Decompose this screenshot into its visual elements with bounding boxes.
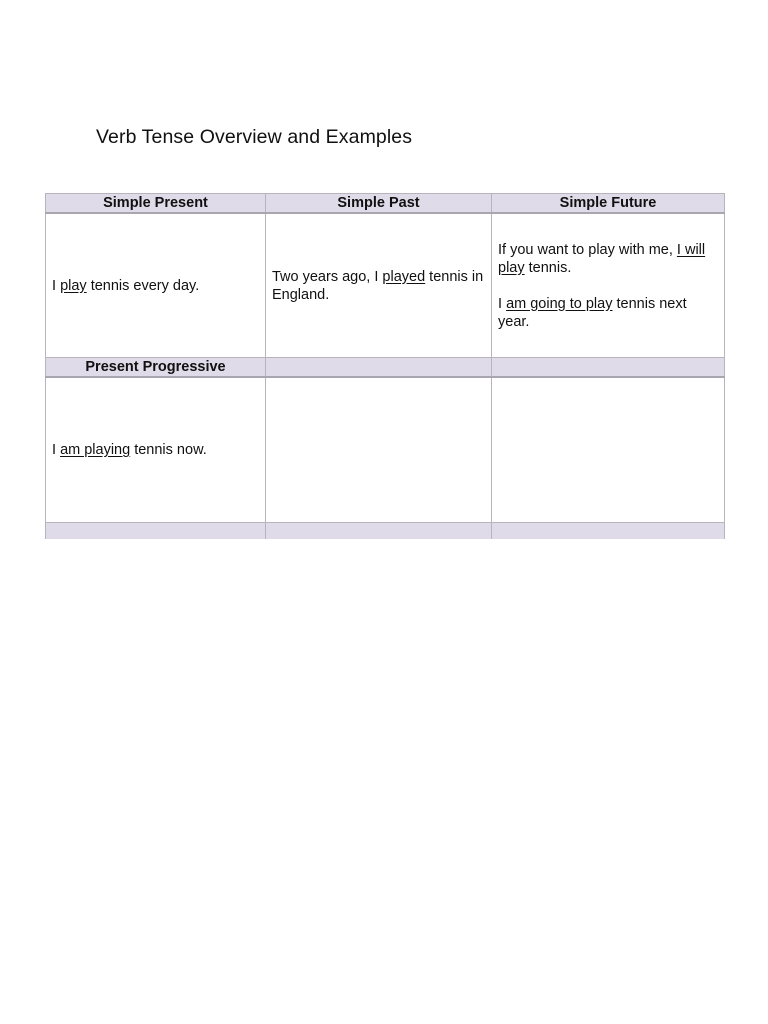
cell-simple-future — [492, 213, 725, 358]
cell-empty — [492, 377, 725, 523]
header-simple-present: Simple Present — [46, 194, 266, 214]
page-title: Verb Tense Overview and Examples — [96, 126, 413, 148]
verb-tense-table — [45, 193, 725, 539]
header-empty — [266, 358, 492, 378]
cell-simple-past — [266, 213, 492, 358]
text: tennis in England. — [272, 268, 484, 303]
header-simple-future: Simple Future — [492, 194, 725, 214]
text: I — [52, 442, 61, 458]
underlined-verb: am going to play — [506, 295, 613, 312]
text: I — [498, 295, 507, 312]
example-row-2 — [46, 377, 725, 523]
future-example-1 — [498, 241, 718, 277]
cell-empty — [266, 377, 492, 523]
header-empty — [266, 523, 492, 540]
text: tennis next year. — [498, 295, 687, 330]
cell-simple-present — [46, 213, 266, 358]
header-empty — [492, 358, 725, 378]
underlined-verb: am playing — [60, 442, 131, 458]
text: Two years ago, I — [272, 268, 383, 285]
header-empty — [492, 523, 725, 540]
header-row — [46, 194, 725, 214]
cell-present-progressive — [46, 377, 266, 523]
underlined-verb: play — [60, 277, 87, 294]
text: I — [52, 277, 61, 294]
future-example-2 — [498, 295, 718, 331]
header-empty — [46, 523, 266, 540]
header-present-progressive: Present Progressive — [46, 358, 266, 378]
header-row-2 — [46, 358, 725, 378]
text: tennis. — [524, 259, 572, 276]
header-simple-past: Simple Past — [266, 194, 492, 214]
underlined-verb: played — [382, 268, 426, 285]
underlined-verb: I will play — [498, 241, 706, 276]
text: tennis every day. — [86, 277, 200, 294]
text: If you want to play with me, — [498, 241, 677, 258]
header-row-3 — [46, 523, 725, 540]
example-row — [46, 213, 725, 358]
text: tennis now. — [130, 442, 207, 458]
